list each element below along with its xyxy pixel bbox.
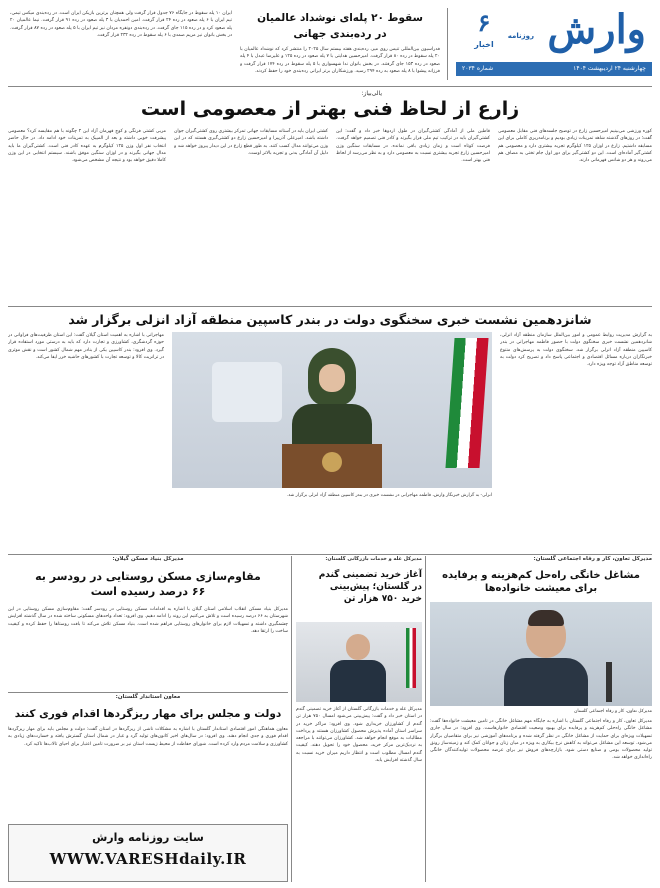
website-banner-url[interactable]: WWW.VARESHdaily.IR bbox=[49, 850, 247, 868]
masthead-divider-v bbox=[447, 8, 448, 80]
page-number: ۶ bbox=[477, 8, 491, 37]
col-divider-1 bbox=[425, 556, 426, 882]
left-divider-1 bbox=[8, 692, 288, 693]
jobs-person-body bbox=[504, 658, 588, 706]
conference-caption: انزلی- به گزارش خبرنگار وارش، فاطمه مهاجرانی در نشست خبری در بندر کاسپین منطقه آزاد انزلی برگزار شد. bbox=[286, 493, 492, 498]
logo-text: وارش bbox=[547, 6, 646, 53]
conference-col2: مهاجرانی با اشاره به اهمیت استان گیلان گفت: این استان ظرفیت‌های فراوانی در حوزه گردشگری، کشاورزی و تجارت دارد که باید به درستی مورد استفاده قرار گیرد. وی افزود: بندر کاسپین یکی از بنادر مهم شمال کشور است و نقش موثری در ترانزیت کالا و توسعه تجارت با کشورهای حاشیه خزر ایفا می‌کند. bbox=[8, 333, 164, 360]
masthead-logo bbox=[507, 6, 652, 58]
parliament-body: معاون هماهنگی امور اقتصادی استاندار گلستان با اشاره به مشکلات ناشی از ریزگردها در استان گفت: دولت و مجلس باید برای مهار ریزگردها اقدام فوری و جدی انجام دهند. وی افزود: در سال‌های اخیر کانون‌های تولید گرد و غبار در شمال استان گسترش یافته و خسارت‌های زیادی به کشاورزی و سلامت مردم وارد کرده است. شورای حفاظت از محیط زیست استان نیز بر ضرورت تامین اعتبار برای احیای تالاب‌ها تاکید کرد. bbox=[8, 727, 288, 747]
housing-story bbox=[8, 556, 288, 690]
wheat-kicker: مدیرکل غله و خدمات بازرگانی گلستان: bbox=[325, 556, 422, 562]
masthead bbox=[456, 8, 652, 80]
website-banner bbox=[8, 824, 288, 882]
housing-title-2: ۶۶ درصد رسیده است bbox=[90, 585, 206, 598]
lead-story bbox=[8, 88, 652, 306]
jobs-caption: مدیرکل تعاون، کار و رفاه اجتماعی گلستان bbox=[574, 709, 652, 714]
issue-date: چهارشنبه ۲۴ اردیبهشت ۱۴۰۴ bbox=[573, 65, 646, 72]
wheat-person-head bbox=[346, 634, 370, 660]
jobs-microphone bbox=[606, 662, 612, 702]
jobs-photo bbox=[430, 602, 652, 706]
col-divider-2 bbox=[291, 556, 292, 882]
top-story-title-2: در رده‌بندی جهانی bbox=[293, 28, 387, 40]
mid-divider bbox=[8, 554, 652, 555]
logo-sub: روزنامه bbox=[507, 32, 534, 40]
housing-body: مدیرکل بنیاد مسکن انقلاب اسلامی استان گیلان با اشاره به اقدامات مسکن روستایی در رودسر گفت: مقاوم‌سازی مسکن روستایی در این شهرستان به ۶۶ درصد رسیده است و تلاش می‌کنیم این روند را ادامه دهیم. وی افزود: تعداد واحدهای مسکونی ساخته شده در سال گذشته افزایش چشمگیری داشته و تسهیلات لازم برای خانوارهای روستایی فراهم شده است. بنیاد مسکن تلاش می‌کند تا بافت روستاها را حفظ کرده و کیفیت ساخت را ارتقا دهد. bbox=[8, 607, 288, 634]
lead-divider bbox=[8, 306, 652, 307]
wheat-title-3: خرید ۷۵۰ هزار تن bbox=[343, 594, 422, 604]
housing-title-1: مقاوم‌سازی مسکن روستایی در رودسر به bbox=[35, 570, 261, 583]
top-story-col2: ایران ۱۰ پله سقوط در جایگاه ۷۶ جدول قرار گرفت ولی همچنان برترین بازیکن ایران است. در رده‌بندی میکس تیمی، تیم ایران با ۶ پله صعود در رده ۲۴ قرار گرفت. امین احمدیان با ۳ پله صعود در رده ۹۱ قرار گرفت. نیما عالمیان ۲۰ پله صعود کرد و در رده ۱۱۵ جای گرفت. در رده‌بندی دونفره مردان نیز تیم ایران با ۵ پله صعود در رده ۸۷ قرار گرفت. در بخش بانوان نیز مریم صمدی با ۶ پله سقوط در رده ۲۳۲ قرار گرفت. bbox=[10, 11, 232, 38]
website-banner-label: سایت روزنامه وارش bbox=[92, 831, 204, 844]
backdrop-emblem bbox=[212, 362, 282, 422]
wheat-title-1: آغاز خرید تضمینی گندم bbox=[318, 570, 422, 580]
lead-col4: مربی کشتی فرنگی و کوچ قهرمان آزاد این ۲ چگونه با هم مقایسه کرد؟ معصومی پیشرفت خوبی داشته و بعد از المپیک به تمرینات خود ادامه داد. در حال حاضر انتخاب نفر اول وزن ۱۲۵ کیلوگرم به عهده کادر فنی است. کشتی‌گیران ما باید مدال جهانی بگیرند و در اوزان سنگین موفق باشند. سیستم انتخابی در این وزن کاملا دقیق خواهد بود و نتیجه آن مشخص می‌شود. bbox=[8, 129, 166, 164]
lead-title: زارع از لحاظ فنی بهتر از معصومی است bbox=[140, 98, 520, 120]
lead-col2: قاطین ملی از آمادگی کشتی‌گیران در طول اردوها خبر داد و گفت: این کشتی‌گیران باید در ترکیب تیم ملی قرار بگیرند و کادر فنی تصمیم خواهد گرفت. فرصت کوتاه است و زمان زیادی باقی نمانده. در مسابقات سنگین وزن امیرحسین زارع تجربه بیشتری نسبت به معصومی دارد و به نظر می‌رسد از لحاظ فنی بهتر است. bbox=[336, 129, 490, 164]
lead-col3: کشتی ایران باید در آستانه مسابقات جهانی تمرکز بیشتری روی کشتی‌گیران جوان داشته باشد. امیرعلی آذرپیرا و امیرحسین زارع دو کشتی‌گیری هستند که در این وزن می‌توانند مدال کسب کنند. به طور قطع زارع در این دیدار پیروز خواهد شد و دلیل آن آمادگی بدنی و تجربه بالاتر اوست. bbox=[174, 129, 328, 156]
housing-kicker: مدیرکل بنیاد مسکن گیلان: bbox=[112, 556, 184, 562]
top-divider bbox=[8, 86, 652, 87]
date-bar bbox=[456, 62, 652, 76]
jobs-body: مدیرکل تعاون، کار و رفاه اجتماعی گلستان با اشاره به جایگاه مهم مشاغل خانگی در تامین معیشت خانواده‌ها گفت: مشاغل خانگی راه‌حلی کم‌هزینه و پرفایده برای بهبود وضعیت اقتصادی خانوارهاست. وی افزود: در سال جاری تسهیلات ویژه‌ای برای حمایت از مشاغل خانگی در نظر گرفته شده و برنامه‌های آموزشی نیز برای متقاضیان برگزار می‌شود. توسعه این مشاغل می‌تواند به کاهش نرخ بیکاری به ویژه در میان زنان و جوانان کمک کند و زمینه‌ساز رونق تولید محصولات بومی و صنایع دستی شود. بازارچه‌های فروش نیز برای عرضه محصولات تولیدکنندگان خانگی راه‌اندازی خواهد شد. bbox=[430, 719, 652, 761]
jobs-title-2: برای معیشت خانواده‌ها bbox=[484, 583, 598, 594]
wheat-body: مدیرکل غله و خدمات بازرگانی گلستان از آغاز خرید تضمینی گندم در استان خبر داد و گفت: پیش‌بینی می‌شود امسال ۷۵۰ هزار تن گندم از کشاورزان خریداری شود. وی افزود: مراکز خرید در سراسر استان آماده پذیرش محصول کشاورزان هستند و پرداخت مطالبات به موقع انجام خواهد شد. کشاورزان می‌توانند با مراجعه به نزدیک‌ترین مرکز خرید، محصول خود را تحویل دهند. کیفیت گندم امسال مطلوب است و انتظار داریم میزان خرید نسبت به سال گذشته افزایش یابد. bbox=[296, 707, 422, 764]
wheat-story bbox=[296, 556, 422, 882]
issue-number: ۲۰۳۴ bbox=[462, 65, 475, 72]
podium-emblem bbox=[322, 452, 342, 472]
wheat-person-body bbox=[330, 660, 386, 702]
issue-number-group bbox=[462, 62, 493, 76]
jobs-person-hair bbox=[528, 610, 564, 626]
lead-kicker: یالی‌بیاز: bbox=[361, 90, 382, 97]
conference-col1: به گزارش مدیریت روابط عمومی و امور بین‌الملل سازمان منطقه آزاد انزلی، شانزدهمین نشست خبری سخنگوی دولت با حضور فاطمه مهاجرانی در بندر کاسپین منطقه آزاد انزلی برگزار شد. سخنگوی دولت به پرسش‌های متنوع خبرنگاران درباره مسائل اقتصادی و اجتماعی پاسخ داد و تصریح کرد دولت به توسعه مناطق آزاد توجه ویژه دارد. bbox=[500, 333, 652, 368]
jobs-kicker: مدیرکل تعاون، کار و رفاه اجتماعی گلستان: bbox=[533, 556, 652, 562]
parliament-story bbox=[8, 694, 288, 820]
wheat-photo bbox=[296, 622, 422, 702]
wheat-flag bbox=[406, 628, 416, 688]
section-label: اخبار bbox=[474, 40, 494, 49]
speaker-face bbox=[319, 364, 345, 392]
jobs-title-1: مشاغل خانگی راه‌حل کم‌هزینه و پرفایده bbox=[442, 570, 640, 581]
parliament-kicker: معاون استاندار گلستان: bbox=[115, 694, 181, 700]
conference-title: شانزدهمین نشست خبری سخنگوی دولت در بندر کاسپین منطقه آزاد انزلی برگزار شد bbox=[68, 312, 592, 327]
top-story bbox=[8, 8, 440, 84]
flag bbox=[445, 338, 488, 468]
wheat-title-2: در گلستان؛ پیش‌بینی bbox=[329, 582, 422, 592]
conference-photo bbox=[172, 332, 492, 488]
jobs-story bbox=[430, 556, 652, 882]
parliament-title: دولت و مجلس برای مهار ریزگردها اقدام فوری کنند bbox=[14, 708, 282, 720]
top-story-title-1: سقوط ۲۰ پله‌ای نوشداد عالمیان bbox=[257, 12, 423, 24]
lead-col1: کوره ورزشی می‌بینیم امیرحسین زارع در توضیح جلسه‌های فنی مقابل معصومی گفت؛ در روزهای گذشته شاهد تمرینات زیادی بودیم و برنامه‌ریزی کاملی برای این مسابقه داشتیم. زارع در اوزان ۱۲۵ کیلوگرم تجربه بیشتری دارد و معصومی هم کشتی‌گیر آماده‌ای است. این دو کشتی‌گیر برای دور اول جام تختی به مصاف هم می‌روند و هر دو شانس قهرمانی دارند. bbox=[498, 129, 652, 164]
issue-label: شماره bbox=[476, 65, 494, 72]
speaker-figure bbox=[292, 348, 372, 458]
conference-story bbox=[8, 308, 652, 552]
top-story-col1: فدراسیون بین‌المللی تنیس روی میز، رده‌بندی هفته بیستم سال ۲۰۲۵ را منتشر کرد که نوشداد عالمیان با ۲۰ پله سقوط در رده ۸۰ قرار گرفت. امیرحسین هدایتی با ۷ پله صعود در رده ۱۲۵ و علیرضا عبدل با ۴ پله صعود در رده ۱۵۳ جای گرفتند. در بخش بانوان ندا شهسواری با ۵ پله سقوط در رده ۱۷۴ قرار گرفت و فرزانه پیشوا با ۸ پله صعود به رده ۲۹۴ رسید. ورزشکاران برتر ایرانی رده‌بندی خود را حفظ کردند. bbox=[240, 47, 440, 74]
